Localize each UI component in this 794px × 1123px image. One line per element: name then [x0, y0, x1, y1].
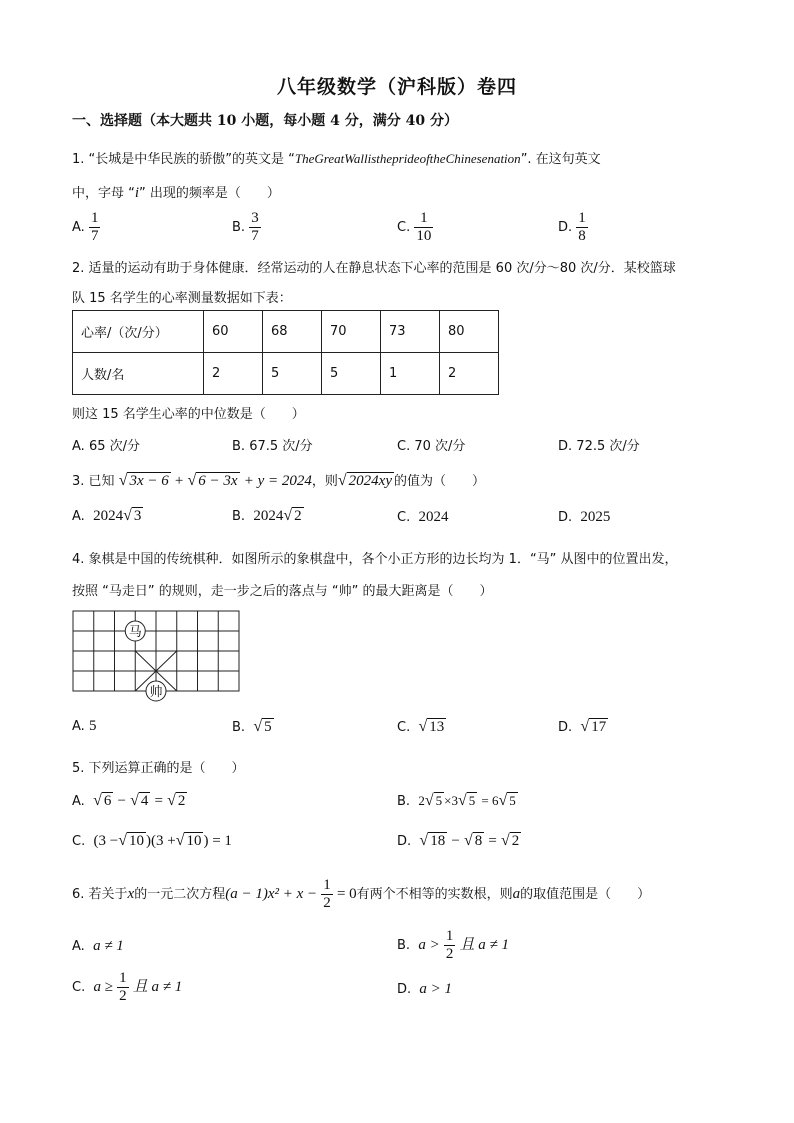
q2-line1: 2. 适量的运动有助于身体健康．经常运动的人在静息状态下心率的范围是 60 次/分～80 次/分．某校篮球 [72, 261, 676, 276]
q6-option-c[interactable]: C. a ≥ $\frac{1}{2}$ 且 a ≠ 1 [72, 970, 183, 1004]
q2-question: 则这 15 名学生心率的中位数是（ ） [72, 407, 305, 422]
q6-option-b[interactable]: B. a > $\frac{1}{2}$ 且 a ≠ 1 [397, 928, 509, 962]
section-heading: 一、选择题（本大题共 10 小题，每小题 4 分，满分 40 分） [72, 113, 458, 129]
chess-board-figure [72, 610, 242, 702]
q1-option-c[interactable]: C. $\frac{1}{10}$ [397, 210, 432, 244]
q3-option-c[interactable]: C. 2024 [397, 509, 449, 525]
table-cell: 5 [263, 353, 322, 395]
ma-piece [125, 621, 145, 641]
ma-label: 马 [128, 625, 142, 640]
page-title: 八年级数学（沪科版）卷四 [276, 76, 517, 98]
table-cell: 68 [263, 311, 322, 353]
q3-option-b[interactable]: B. 2024√ 2 [232, 507, 302, 524]
table-cell: 5 [322, 353, 381, 395]
q5-option-d[interactable]: D. √ 18 − √ 8 = √ 2 [397, 832, 520, 849]
table-header-cell: 人数/名 [73, 353, 204, 395]
q4-line1: 4. 象棋是中国的传统棋种．如图所示的象棋盘中，各个小正方形的边长均为 1．“马” 从图中的位置出发， [72, 552, 678, 567]
q1-line2: 中，字母 “i” 出现的频率是（ ） [72, 185, 280, 201]
q6-stem: 6. 若关于x的一元二次方程(a − 1)x² + x − $\frac{1}{2}$ = 0有两个不相等的实数根，则a的取值范围是（ ） [72, 877, 651, 911]
q1-line1: 1. “长城是中华民族的骄傲”的英文是 “TheGreatWallistheprideoftheChinesenation”. 在这句英文 [72, 151, 601, 167]
q1-option-a[interactable]: A. $\frac{1}{7}$ [72, 210, 99, 244]
q2-option-a[interactable]: A. 65 次/分 [72, 439, 140, 454]
table-row [73, 311, 499, 353]
shuai-piece [146, 681, 166, 701]
q4-line2: 按照 “马走日” 的规则，走一步之后的落点与 “帅” 的最大距离是（ ） [72, 584, 493, 599]
q3-stem: 3. 已知 √ 3x − 6 + √ 6 − 3x + y = 2024，则√ 2024xy 的值为（ ） [72, 472, 485, 489]
q5-option-c[interactable]: C. (3 −√ 10 )(3 +√ 10 ) = 1 [72, 832, 232, 849]
q4-option-c[interactable]: C. √ 13 [397, 718, 445, 735]
q4-option-d[interactable]: D. √ 17 [558, 718, 607, 735]
q1-option-b[interactable]: B. $\frac{3}{7}$ [232, 210, 259, 244]
q2-line2: 队 15 名学生的心率测量数据如下表： [72, 291, 292, 306]
q4-option-a[interactable]: A. 5 [72, 718, 97, 734]
q4-option-b[interactable]: B. √ 5 [232, 718, 272, 735]
table-cell: 1 [381, 353, 440, 395]
q2-option-c[interactable]: C. 70 次/分 [397, 439, 466, 454]
q1-option-d[interactable]: D. $\frac{1}{8}$ [558, 210, 586, 244]
table-cell: 80 [440, 311, 499, 353]
q6-option-a[interactable]: A. a ≠ 1 [72, 938, 124, 954]
q5-stem: 5. 下列运算正确的是（ ） [72, 761, 245, 776]
table-cell: 2 [204, 353, 263, 395]
table-cell: 2 [440, 353, 499, 395]
q1-english: TheGreatWallistheprideoftheChinesenation [294, 151, 521, 166]
q5-option-b[interactable]: B. 2√ 5 ×3√ 5 = 6√ 5 [397, 792, 516, 809]
table-row [73, 353, 499, 395]
table-cell: 60 [204, 311, 263, 353]
q3-option-a[interactable]: A. 2024√ 3 [72, 507, 142, 524]
q5-option-a[interactable]: A. √ 6 − √ 4 = √ 2 [72, 792, 186, 809]
q2-option-b[interactable]: B. 67.5 次/分 [232, 439, 313, 454]
q2-option-d[interactable]: D. 72.5 次/分 [558, 439, 640, 454]
table-cell: 73 [381, 311, 440, 353]
shuai-label: 帅 [149, 685, 163, 700]
table-cell: 70 [322, 311, 381, 353]
q6-option-d[interactable]: D. a > 1 [397, 981, 453, 997]
heart-rate-table [72, 310, 499, 395]
table-header-cell: 心率/（次/分） [73, 311, 204, 353]
q3-option-d[interactable]: D. 2025 [558, 509, 611, 525]
